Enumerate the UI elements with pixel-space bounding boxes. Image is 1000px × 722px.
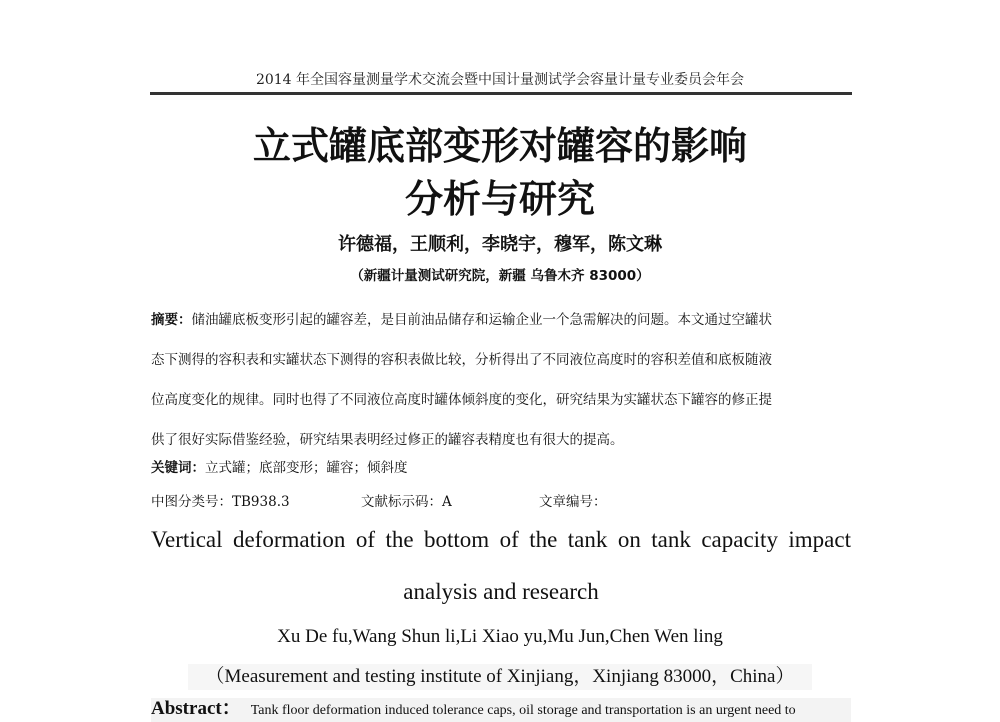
abstract-cn-line-2: 态下测得的容积表和实罐状态下测得的容积表做比较，分析得出了不同液位高度时的容积差值和底板随液: [151, 352, 772, 368]
abstract-cn-line-3: 位高度变化的规律。同时也得了不同液位高度时罐体倾斜度的变化，研究结果为实罐状态下罐容的修正提: [151, 392, 772, 408]
document-code: 文献标示码：A: [361, 494, 452, 510]
abstract-cn-line-1: [151, 300, 851, 340]
abstract-cn-line-4: 供了很好实际借鉴经验，研究结果表明经过修正的罐容表精度也有很大的提高。: [151, 432, 624, 448]
classification-row: [151, 491, 607, 513]
article-number: 文章编号：: [539, 494, 607, 510]
keywords-cn-label: 关键词：: [151, 460, 205, 476]
affiliation-cn: （新疆计量测试研究院，新疆 乌鲁木齐 83000）: [350, 268, 650, 284]
abstract-en-label: Abstract：: [151, 698, 241, 719]
running-header: 2014 年全国容量测量学术交流会暨中国计量测试学会容量计量专业委员会年会: [255, 72, 745, 88]
abstract-cn: [151, 300, 851, 460]
abstract-cn-text: 储油罐底板变形引起的罐容差，是目前油品储存和运输企业一个急需解决的问题。本文通过空罐状: [191, 312, 772, 328]
title-en-line-1: Vertical deformation of the bottom of the tank on tank capacity impact: [151, 527, 851, 552]
abstract-cn-label: 摘要：: [151, 312, 192, 328]
title-cn-line-2: 分析与研究: [404, 177, 595, 221]
affiliation-en: （Measurement and testing institute of Xinjiang，Xinjiang 83000，China）: [188, 664, 812, 690]
keywords-cn: [151, 457, 851, 479]
header-rule: [150, 92, 852, 95]
title-cn-line-1: 立式罐底部变形对罐容的影响: [252, 124, 747, 168]
authors-cn: 许德福，王顺利，李晓宇，穆军，陈文琳: [338, 234, 662, 255]
abstract-en-text: Tank floor deformation induced tolerance caps, oil storage and transportation is an urgent need to: [250, 703, 796, 718]
keywords-cn-text: 立式罐；底部变形；罐容；倾斜度: [205, 460, 408, 476]
clc-number: 中图分类号：TB938.3: [151, 494, 290, 510]
title-en-line-2: analysis and research: [403, 579, 599, 604]
authors-en: Xu De fu,Wang Shun li,Li Xiao yu,Mu Jun,Chen Wen ling: [277, 626, 723, 647]
abstract-en: [151, 698, 851, 722]
